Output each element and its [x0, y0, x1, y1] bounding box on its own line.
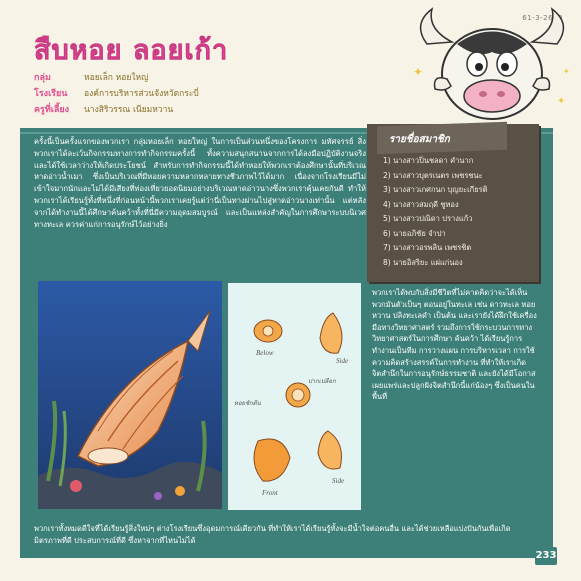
page-date: 61-3-2610	[522, 14, 563, 22]
meta-label: ครูที่เลี้ยง	[34, 105, 70, 115]
members-title: รายชื่อสมาชิก	[389, 134, 450, 145]
drawing-label-side-top: Side	[336, 357, 349, 365]
member-item: 8) นายอิสริยะ แผ่แก่นอง	[383, 257, 463, 267]
members-list	[383, 154, 488, 270]
svg-text:✦: ✦	[557, 96, 566, 107]
member-item: 7) นางสาวอรพลิน เพชรชิต	[383, 243, 472, 252]
drawing-label-below: Below	[256, 349, 274, 357]
shell-study-drawing	[228, 283, 361, 510]
buffalo-mascot-icon	[407, 4, 577, 129]
svg-text:✦: ✦	[563, 67, 570, 76]
drawing-label-front: Front	[262, 489, 278, 497]
learning-paragraph: พวกเราได้พบกับสิ่งมีชีวิตที่ไม่คาดคิดว่าจะได้เห็นพวกมันตัวเป็นๆ ตอนอยู่ในทะเล เช่น ดาวทะเล หอยหวาน ปลิงทะเลดำ เป็นต้น และเรายังได้ฝึกใช้เครื่องมือทางวิทยาศาสตร์ รวมถึงการใช้กระบวนการทางวิทยาศาสตร์ในการศึกษา ค้นคว้า ได้เรียนรู้การทำงานเป็นทีม การวางแผน การบริหารเวลา การใช้ความคิดสร้างสรรค์ในการทำงาน ที่ทำให้เราเกิดจิตสำนึกในการอนุรักษ์ธรรมชาติ และยังได้มีโอกาสเผยแพร่และปลูกฝังจิตสำนึกนี้แก่น้องๆ ซึ่งเป็นคนในพื้นที่	[372, 288, 537, 402]
meta-value: องค์การบริหารส่วนจังหวัดกระบี่	[84, 89, 199, 99]
page-title: สืบหอย ลอยเก้า	[34, 35, 229, 66]
svg-text:✦: ✦	[413, 65, 424, 79]
meta-row-teacher	[34, 102, 199, 118]
drawing-label-species: หอยชักตีน	[234, 401, 261, 407]
meta-value: นางสิริวรรณ เนียมหวาน	[84, 105, 174, 115]
drawing-label-opening: ปากเปลือก	[308, 379, 336, 385]
member-item: 5) นางสาวปณิดา ปรางแก้ว	[383, 214, 473, 223]
intro-paragraph: ครั้งนี้เป็นครั้งแรกของพวกเรา กลุ่มหอยเล็ก หอยใหญ่ ในการเป็นส่วนหนึ่งของโครงการ มหัศจรรย์ สิ่งพวกเราได้ละเว้นกิจกรรมทางการทำกิจกรรมครั้งนี้ ทั้งความสนุกสนานจากการได้ลงมือปฏิบัติงานจริงและได้ใช้เวลาว่างให้เกิดประโยชน์ สำหรับการทำกิจกรรมนี้ได้ทำหอยให้พวกเราต้องศึกษานั้นที่บริเวณหาดอ่าวน้ำเมา ซึ่งเป็นบริเวณที่มีหอยความหลากหลายทางชีวภาพไว้ได้มาก เนื่องจากโรงเรียนมีไม่เข้าใจมากนักและไม่ได้มีเสียงที่ท่องเที่ยวยอดนิยมอย่างบริเวณหาดอ่าวนางซึ่งพวกเราคุ้นเคยกันดี ทำให้พวกเราได้เรียนรู้ทั้งที่หนึ่งที่ก่อนหน้านี้พวกเราเคยรู้แต่ว่านี่เป็นทางผ่านไปสู่หาดอ่าวนางเท่านั้น แต่หลังจากได้ทำงานนี้ได้ศึกษาค้นคว้าทั้งที่นี่มีความอุดมสมบูรณ์ และเป็นแหล่งสำคัญในการศึกษาระบบนิเวศทางทะเล ควรค่าแก่การอนุรักษ์ไว้อย่างยิ่ง	[34, 137, 366, 229]
closing-paragraph: พวกเราทั้งหมดดีใจที่ได้เรียนรู้สิ่งใหม่ๆ ต่างโรงเรียนซึ่งอุดมการณ์เดียวกัน ที่ทำให้เราได้เรียนรู้ทั้งจะมีน้ำใจต่อคนอื่น และได้ช่วยเหลือแบ่งปันกันเพื่อเกิดมิตรภาพที่ดี ประสบการณ์ที่ดี ซึ่งหาจากที่ไหนไม่ได้	[34, 524, 511, 545]
members-panel	[367, 124, 539, 282]
member-item: 2) นางสาวบุตรเนตร เพชรชนะ	[383, 170, 483, 180]
member-item: 1) นางสาวปิ่นชลดา คำนาก	[383, 156, 474, 165]
page-number: 233	[535, 547, 557, 565]
drawing-label-side-bottom: Side	[332, 477, 345, 485]
conch-shell-illustration	[38, 281, 222, 509]
meta-row-group	[34, 70, 199, 86]
member-item: 4) นางสาวสมฤดี ชูทอง	[383, 199, 459, 209]
member-item: 6) นายอภิชัย จำปา	[383, 228, 446, 238]
meta-value: หอยเล็ก หอยใหญ่	[84, 73, 149, 83]
shell-study-illustration	[228, 283, 361, 510]
meta-label: กลุ่ม	[34, 73, 51, 83]
project-meta	[34, 70, 199, 118]
conch-shell-drawing	[38, 281, 222, 509]
meta-row-school	[34, 86, 199, 102]
member-item: 3) นางสาวเกศกนก บุญยะเกียรติ	[383, 185, 488, 194]
meta-label: โรงเรียน	[34, 89, 68, 99]
